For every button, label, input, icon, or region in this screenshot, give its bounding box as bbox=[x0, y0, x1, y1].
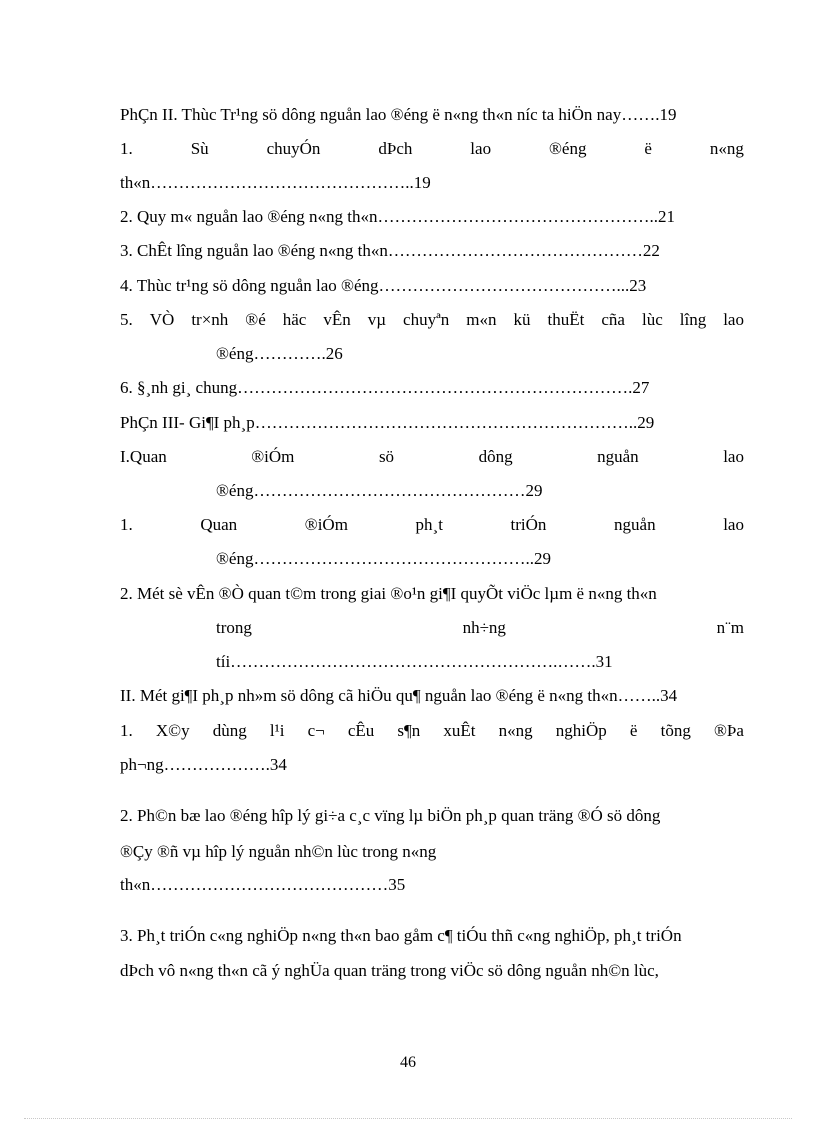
toc-entry-2-1-first-line bbox=[120, 139, 744, 159]
word: lao bbox=[723, 515, 744, 534]
toc-entry-3-2-continuation: tíi………………………………………………….…….31 bbox=[216, 652, 613, 671]
word: l¹i bbox=[269, 721, 285, 740]
toc-entry-3-1-continuation: ®éng…………………………………………..29 bbox=[216, 549, 551, 568]
word: VÒ bbox=[149, 310, 175, 329]
word: chuyªn bbox=[403, 310, 450, 329]
word: n¨m bbox=[716, 618, 744, 637]
toc-entry-2-4: 4. Thùc tr¹ng sö dông nguån lao ®éng……………………………………...23 bbox=[120, 276, 647, 295]
word: dùng bbox=[212, 721, 247, 740]
toc-entry-3-I-first-line bbox=[120, 447, 744, 467]
word: lao bbox=[470, 139, 492, 158]
word: n«ng bbox=[498, 721, 533, 740]
word: ®éng bbox=[549, 139, 587, 158]
word: vÊn bbox=[323, 310, 351, 329]
word: I.Quan bbox=[120, 447, 167, 466]
word: häc bbox=[282, 310, 307, 329]
word: ë bbox=[629, 721, 638, 740]
word: lîng bbox=[679, 310, 707, 329]
word: chuyÓn bbox=[266, 139, 321, 158]
word: lao bbox=[723, 447, 744, 466]
toc-entry-2-3: 3. ChÊt lîng nguån lao ®éng n«ng th«n………………………………………22 bbox=[120, 241, 660, 260]
toc-entry-3-II-3-first-line: 3. Ph¸t triÓn c«ng nghiÖp n«ng th«n bao gåm c¶ tiÓu thñ c«ng nghiÖp, ph¸t triÓn bbox=[120, 926, 682, 945]
word: n«ng bbox=[709, 139, 744, 158]
word: nguån bbox=[614, 515, 656, 534]
toc-entry-3-II: II. Mét gi¶I ph¸p nh»m sö dông cã hiÖu qu¶ nguån lao ®éng ë n«ng th«n……..34 bbox=[120, 686, 678, 705]
toc-part-3-heading: PhÇn III- Gi¶I ph¸p…………………………………………………………..29 bbox=[120, 413, 655, 432]
word: m«n bbox=[466, 310, 497, 329]
word: ®iÓm bbox=[251, 447, 295, 466]
word: cña bbox=[601, 310, 625, 329]
word: triÓn bbox=[510, 515, 547, 534]
page-bottom-divider bbox=[24, 1118, 792, 1119]
toc-entry-3-II-1-first-line bbox=[120, 721, 744, 741]
toc-part-2-heading: PhÇn II. Thùc Tr¹ng sö dông nguån lao ®éng ë n«ng th«n níc ta hiÖn nay…….19 bbox=[120, 105, 677, 124]
toc-entry-3-1-first-line bbox=[120, 515, 744, 535]
toc-entry-2-5-continuation: ®éng………….26 bbox=[216, 344, 343, 363]
word: ®iÓm bbox=[304, 515, 348, 534]
toc-entry-2-1-continuation: th«n………………………………………..19 bbox=[120, 173, 431, 192]
toc-entry-3-2-second-line bbox=[216, 618, 744, 638]
word: nghiÖp bbox=[555, 721, 607, 740]
toc-entry-3-II-3-second-line: dÞch vô n«ng th«n cã ý nghÜa quan träng trong viÖc sö dông nguån nh©n lùc, bbox=[120, 961, 659, 980]
word: 5. bbox=[120, 310, 133, 329]
toc-entry-3-2-first-line: 2. Mét sè vÊn ®Ò quan t©m trong giai ®o¹n gi¶I quyÕt viÖc lµm ë n«ng th«n bbox=[120, 584, 657, 603]
toc-entry-3-II-1-continuation: ph¬ng……………….34 bbox=[120, 755, 287, 774]
word: 1. bbox=[120, 139, 133, 158]
word: tr×nh bbox=[191, 310, 229, 329]
toc-entry-3-II-2-second-line: ®Çy ®ñ vµ hîp lý nguån nh©n lùc trong n«ng bbox=[120, 842, 437, 861]
word: s¶n bbox=[397, 721, 421, 740]
word: dÞch bbox=[378, 139, 413, 158]
word: vµ bbox=[367, 310, 387, 329]
word: ë bbox=[644, 139, 652, 158]
word: 1. bbox=[120, 515, 133, 534]
word: 1. bbox=[120, 721, 133, 740]
word: thuËt bbox=[547, 310, 585, 329]
word: Quan bbox=[200, 515, 238, 534]
word: sö bbox=[378, 447, 395, 466]
toc-entry-2-2: 2. Quy m« nguån lao ®éng n«ng th«n…………………………………………..21 bbox=[120, 207, 675, 226]
toc-entry-2-5-first-line bbox=[120, 310, 744, 330]
toc-entry-3-II-2-first-line: 2. Ph©n bæ lao ®éng hîp lý gi÷a c¸c vïng lµ biÖn ph¸p quan träng ®Ó sö dông bbox=[120, 806, 661, 825]
word: trong bbox=[216, 618, 252, 637]
word: dông bbox=[478, 447, 513, 466]
word: lùc bbox=[641, 310, 663, 329]
word: ®é bbox=[245, 310, 266, 329]
word: cÊu bbox=[347, 721, 375, 740]
word: tõng bbox=[660, 721, 691, 740]
word: X©y bbox=[155, 721, 190, 740]
toc-entry-3-I-continuation: ®éng…………………………………………29 bbox=[216, 481, 543, 500]
word: ®Þa bbox=[713, 721, 744, 740]
toc-entry-3-II-2-continuation: th«n……………………………………35 bbox=[120, 875, 406, 894]
word: kü bbox=[513, 310, 531, 329]
word: nguån bbox=[597, 447, 639, 466]
page-number: 46 bbox=[400, 1054, 416, 1071]
word: c¬ bbox=[307, 721, 325, 740]
word: Sù bbox=[190, 139, 209, 158]
word: lao bbox=[723, 310, 744, 329]
word: xuÊt bbox=[443, 721, 476, 740]
word: nh÷ng bbox=[462, 618, 506, 637]
toc-entry-2-6: 6. §¸nh gi¸ chung…………………………………………………………….27 bbox=[120, 378, 650, 397]
word: ph¸t bbox=[415, 515, 443, 534]
